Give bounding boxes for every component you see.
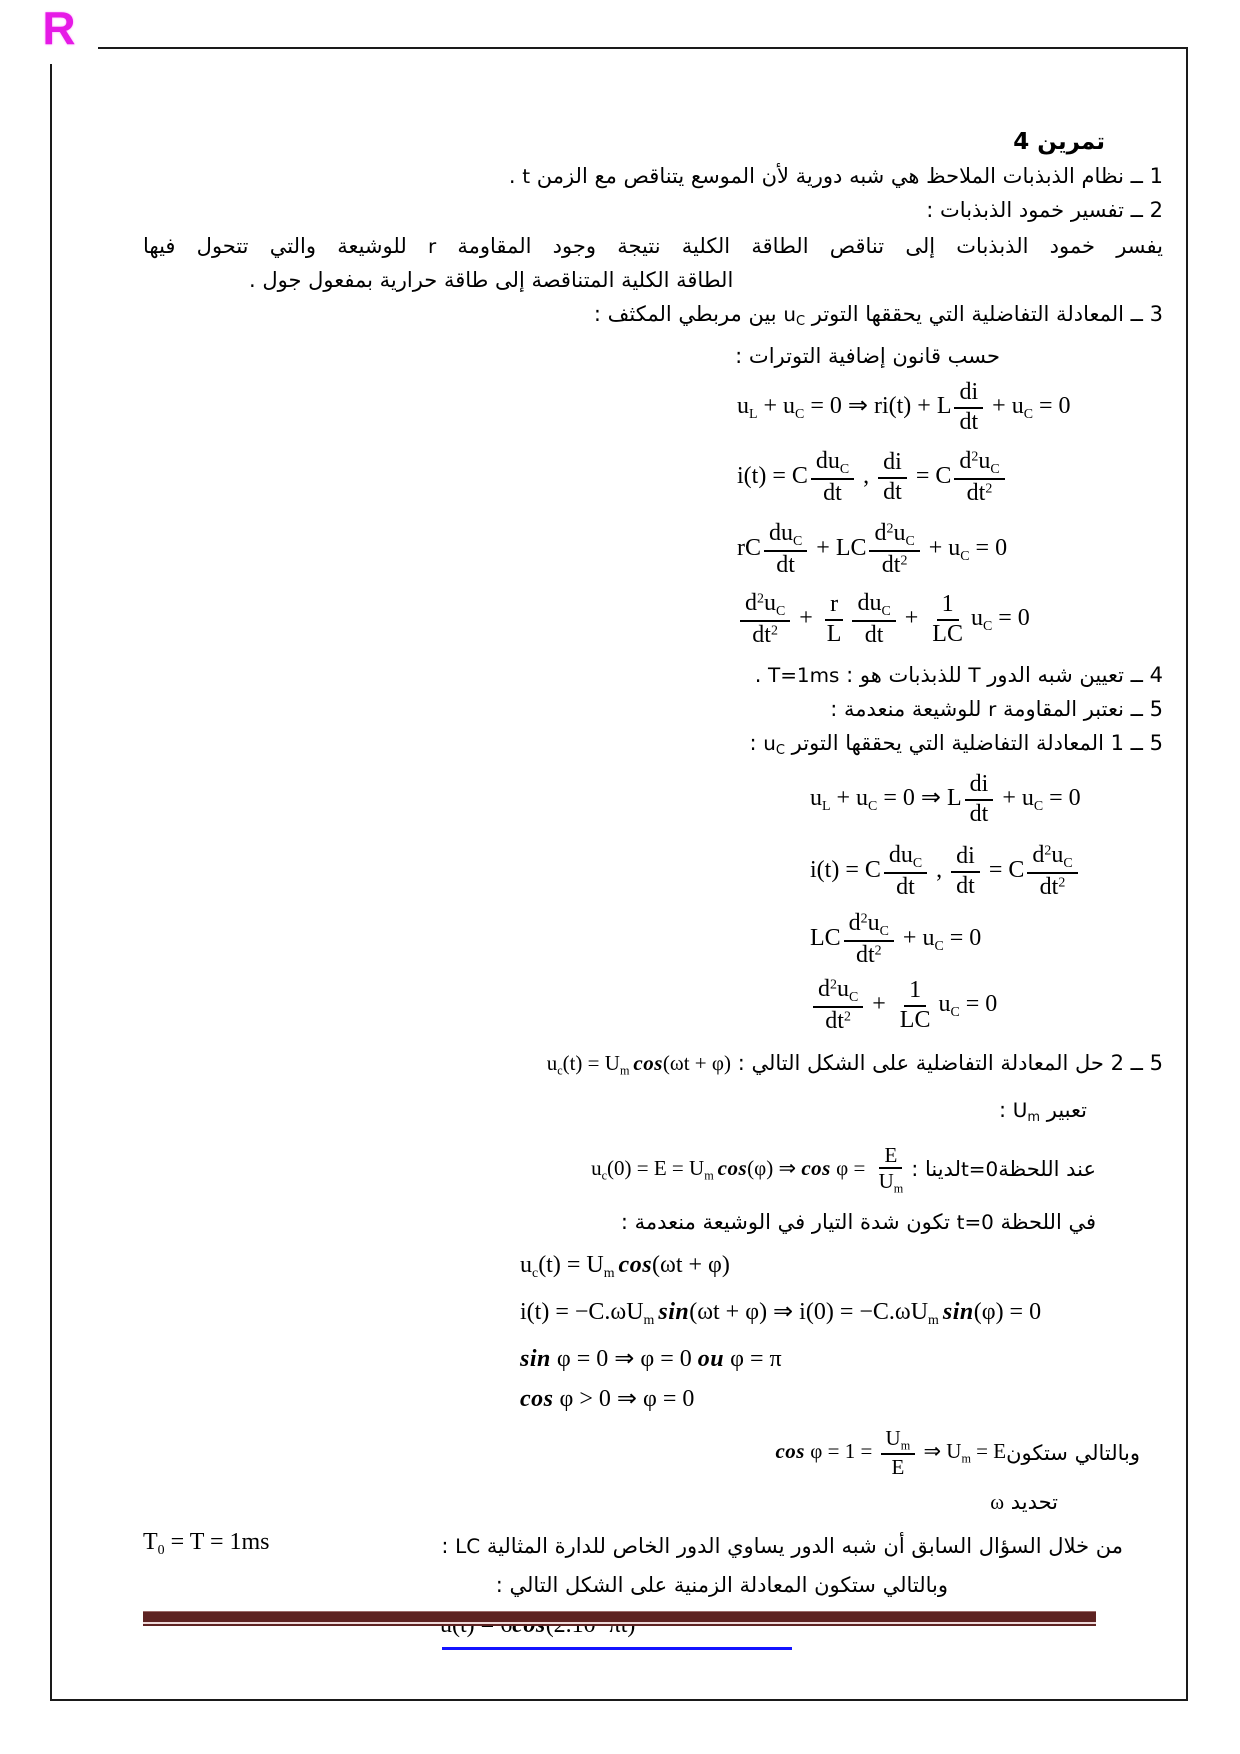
omega-explanation-text: من خلال السؤال السابق أن شبه الدور يساوي الدور الخاص للدارة المثالية LC : <box>441 1534 1123 1559</box>
equation-canonical-2: $\frac{d^2u_C}{dt^2}$ + $\frac{1}{LC}$ $u_C = 0$ <box>810 974 1163 1038</box>
separator-thick-line <box>143 1611 1096 1622</box>
equation-combined-2: LC $\frac{d^2u_C}{dt^2}$ + $u_C = 0$ <box>810 910 982 968</box>
exercise-title: تمرين 4 <box>1013 129 1105 155</box>
answer-1: 1 ــ نظام الذبذبات الملاحظ هي شبه دورية لأن الموسع يتناقص مع الزمن t . <box>508 164 1163 188</box>
equation-current-solution: $i(t) = -C.\omega U_m$ sin(ωt + φ) ⇒ $i(0) = -C.\omega U_m$ sin(φ) = 0 <box>520 1298 1042 1328</box>
damping-explanation-2: الطاقة الكلية المتناقصة إلى طاقة حرارية بمفعول جول . <box>249 268 734 292</box>
equation-kirchhoff-2: $u_L + u_C = 0$ ⇒ L $\frac{di}{dt}$ + $u_C = 0$ <box>810 771 1081 827</box>
time-equation-label: وبالتالي ستكون المعادلة الزمنية على الشكل التالي : <box>495 1572 948 1597</box>
voltage-law-label: حسب قانون إضافية التوترات : <box>735 343 1000 368</box>
equation-sin-case: sin φ = 0 ⇒ φ = 0 ou φ = π <box>520 1345 782 1372</box>
conclusion-um: وبالتالي ستكون cos φ = 1 = $\frac{U_m}{E}$ ⇒ $U_m = E$ <box>775 1426 1140 1479</box>
equation-derivatives-2: i(t) = C $\frac{du_C}{dt}$ , $\frac{di}{dt}$ = C $\frac{d^2u_C}{dt^2}$ <box>810 840 1163 904</box>
separator-bar <box>143 1611 1096 1626</box>
equation-canonical-1: $\frac{d^2u_C}{dt^2}$ + $\frac{r}{L}$ $\frac{du_C}{dt}$ + $\frac{1}{LC}$ $u_C = 0$ <box>737 588 1163 652</box>
equation-period: $T_0 = T = 1ms$ <box>143 1528 270 1558</box>
equation-cos-case: cos φ > 0 ⇒ φ = 0 <box>520 1385 695 1412</box>
answer-5-2: 5 ــ 2 حل المعادلة التفاضلية على الشكل التالي : $u_c(t) = U_m$ cos(ωt + φ) <box>546 1050 1163 1078</box>
answer-3: 3 ــ المعادلة التفاضلية التي يحققها التوتر uC بين مربطي المكثف : <box>593 302 1163 329</box>
omega-explanation <box>143 1525 1123 1568</box>
equation-combined-1: rC $\frac{du_C}{dt}$ + LC $\frac{d^2u_C}{dt^2}$ + $u_C = 0$ <box>737 520 1008 579</box>
separator-thin-line <box>143 1624 1096 1626</box>
equation-uc-solution: $u_c(t) = U_m$ cos(ωt + φ) <box>520 1251 730 1281</box>
initial-condition-voltage: عند اللحظة t=0 لدينا : $u_c(0) = E = U_m$ cos(φ) ⇒ cos φ = $\frac{E}{U_m}$ <box>591 1142 1096 1196</box>
equation-derivatives-1: i(t) = C $\frac{du_C}{dt}$ , $\frac{di}{dt}$ = C $\frac{d^2u_C}{dt^2}$ <box>737 446 1163 510</box>
damping-explanation-1: يفسر خمود الذبذبات إلى تناقص الطاقة الكلية نتيجة وجود المقاومة r للوشيعة والتي تتحول فيها <box>143 234 1163 258</box>
equation-kirchhoff-1: $u_L + u_C = 0$ ⇒ ri(t) + L $\frac{di}{dt}$ + $u_C = 0$ <box>737 379 1071 435</box>
omega-determination-label: تحديد ω <box>990 1489 1058 1514</box>
answer-2: 2 ــ تفسير خمود الذبذبات : <box>926 198 1163 222</box>
answer-4: 4 ــ تعيين شبه الدور T للذبذبات هو : T=1ms . <box>754 662 1163 687</box>
um-expression-label: تعبير Um : <box>999 1098 1087 1125</box>
content-column <box>143 47 1163 1643</box>
initial-condition-current: في اللحظة t=0 تكون شدة التيار في الوشيعة منعدمة : <box>620 1209 1096 1234</box>
answer-5-1: 5 ــ 1 المعادلة التفاضلية التي يحققها التوتر uC : <box>749 730 1163 758</box>
logo-r: R <box>20 0 98 64</box>
footer-link[interactable] <box>442 1647 792 1650</box>
answer-5: 5 ــ نعتبر المقاومة r للوشيعة منعدمة : <box>830 696 1163 721</box>
